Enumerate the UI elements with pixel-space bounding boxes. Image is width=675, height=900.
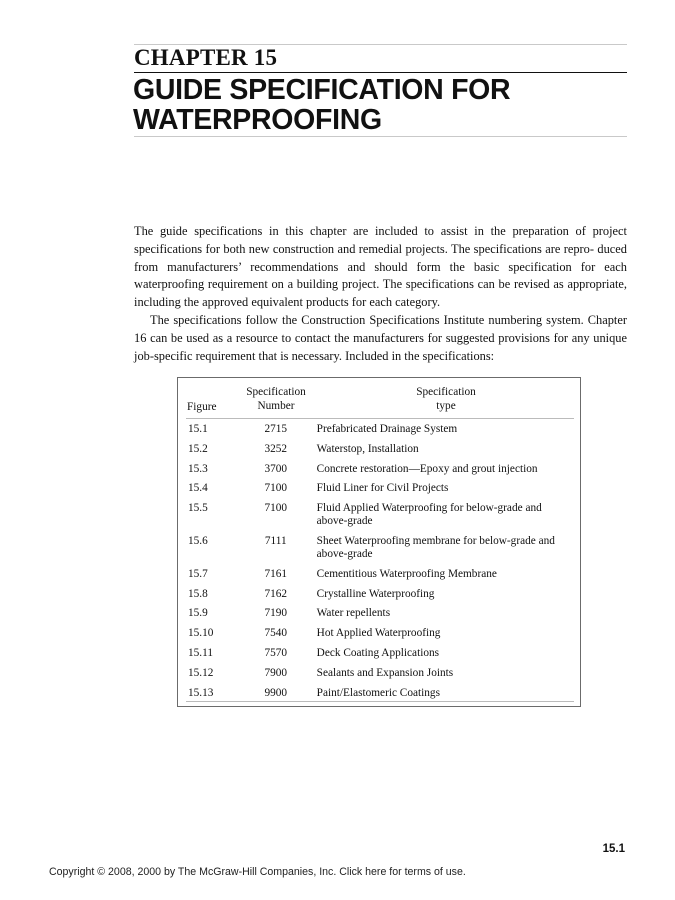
cell-figure: 15.11 (188, 646, 213, 659)
copyright-notice[interactable]: Copyright © 2008, 2000 by The McGraw-Hill Companies, Inc. Click here for terms of use. (49, 866, 466, 878)
header-spec-type-line: type (436, 400, 456, 412)
cell-figure: 15.5 (188, 502, 208, 515)
cell-spec-number: 7190 (264, 607, 288, 620)
cell-spec-type: Hot Applied Waterproofing (316, 627, 441, 640)
page-number: 15.1 (602, 843, 625, 855)
cell-figure: 15.10 (188, 627, 214, 640)
table-body (186, 420, 574, 703)
cell-figure: 15.7 (188, 567, 208, 580)
header-spec-type (318, 385, 574, 413)
header-spec-number-line: Number (257, 400, 295, 412)
cell-spec-type: Water repellents (316, 607, 391, 620)
table-row (186, 624, 574, 644)
table-row (186, 664, 574, 684)
cell-spec-number: 7570 (264, 646, 288, 659)
cell-figure: 15.6 (188, 534, 208, 547)
cell-figure: 15.3 (188, 462, 208, 475)
intro-text (134, 223, 627, 365)
cell-spec-number: 2715 (264, 423, 288, 435)
header-bottom-rule (134, 136, 627, 137)
cell-spec-type: Deck Coating Applications (316, 646, 440, 659)
table-row (186, 440, 574, 460)
cell-spec-type: Fluid Applied Waterproofing for below-grade and above-grade (316, 502, 542, 528)
cell-spec-type: Fluid Liner for Civil Projects (316, 482, 449, 495)
cell-figure: 15.4 (188, 482, 208, 495)
table-row (186, 532, 574, 565)
intro-paragraph: The guide specifications in this chapter are included to assist in the preparation of project specifications for both new construction and remedial projects. The specifications are repro- duced from manufacturers’ recommendations and should form the basic specification for each waterproofing requirement on a building project. The specifications can be revised as appropriate, including the approved equivalent products for each category. (134, 224, 627, 310)
header-spec-type-line: Specification (416, 386, 476, 398)
cell-spec-number: 3252 (264, 442, 288, 455)
header-spec-number (236, 385, 316, 413)
cell-spec-type: Cementitious Waterproofing Membrane (316, 567, 497, 580)
cell-figure: 15.9 (188, 607, 208, 620)
cell-spec-type: Concrete restoration—Epoxy and grout injection (316, 462, 538, 475)
table-row (186, 585, 574, 605)
header-figure: Figure (187, 401, 217, 413)
chapter-title-line: WATERPROOFING (133, 104, 382, 136)
table-row (186, 644, 574, 664)
table-row (186, 604, 574, 624)
cell-spec-type: Paint/Elastomeric Coatings (316, 686, 440, 699)
cell-spec-number: 3700 (264, 462, 288, 475)
cell-spec-type: Sealants and Expansion Joints (316, 666, 454, 679)
cell-spec-number: 7900 (264, 666, 288, 679)
table-row (186, 460, 574, 480)
cell-spec-type: Prefabricated Drainage System (316, 423, 458, 435)
cell-figure: 15.2 (188, 442, 208, 455)
chapter-title-line: GUIDE SPECIFICATION FOR (133, 74, 511, 106)
cell-spec-number: 7161 (264, 567, 288, 580)
table-bottom-rule (186, 701, 574, 702)
table-row (186, 420, 574, 440)
cell-figure: 15.8 (188, 587, 208, 600)
cell-spec-number: 7540 (264, 627, 288, 640)
cell-figure: 15.12 (188, 666, 214, 679)
cell-spec-type: Crystalline Waterproofing (316, 587, 435, 600)
cell-spec-type: Sheet Waterproofing membrane for below-grade and above-grade (316, 534, 555, 560)
table-row (186, 565, 574, 585)
chapter-title (133, 75, 633, 135)
cell-spec-number: 9900 (264, 686, 288, 699)
cell-spec-number: 7162 (264, 587, 288, 600)
specification-table (177, 377, 581, 707)
table-row (186, 499, 574, 532)
cell-spec-number: 7111 (264, 534, 287, 547)
table-header (186, 384, 574, 419)
cell-figure: 15.1 (188, 423, 208, 435)
cell-spec-type: Waterstop, Installation (316, 442, 419, 455)
intro-paragraph: The specifications follow the Construction Specifications Institute numbering system. Chapter 16 can be used as a resource to contact the manufacturers for suggested provisions for any unique job-specific requirement that is necessary. Included in the specifications: (134, 312, 627, 363)
cell-spec-number: 7100 (264, 502, 288, 515)
cell-figure: 15.13 (188, 686, 214, 699)
cell-spec-number: 7100 (264, 482, 288, 495)
table-row (186, 479, 574, 499)
chapter-label: CHAPTER 15 (134, 44, 627, 73)
header-spec-number-line: Specification (246, 386, 306, 398)
